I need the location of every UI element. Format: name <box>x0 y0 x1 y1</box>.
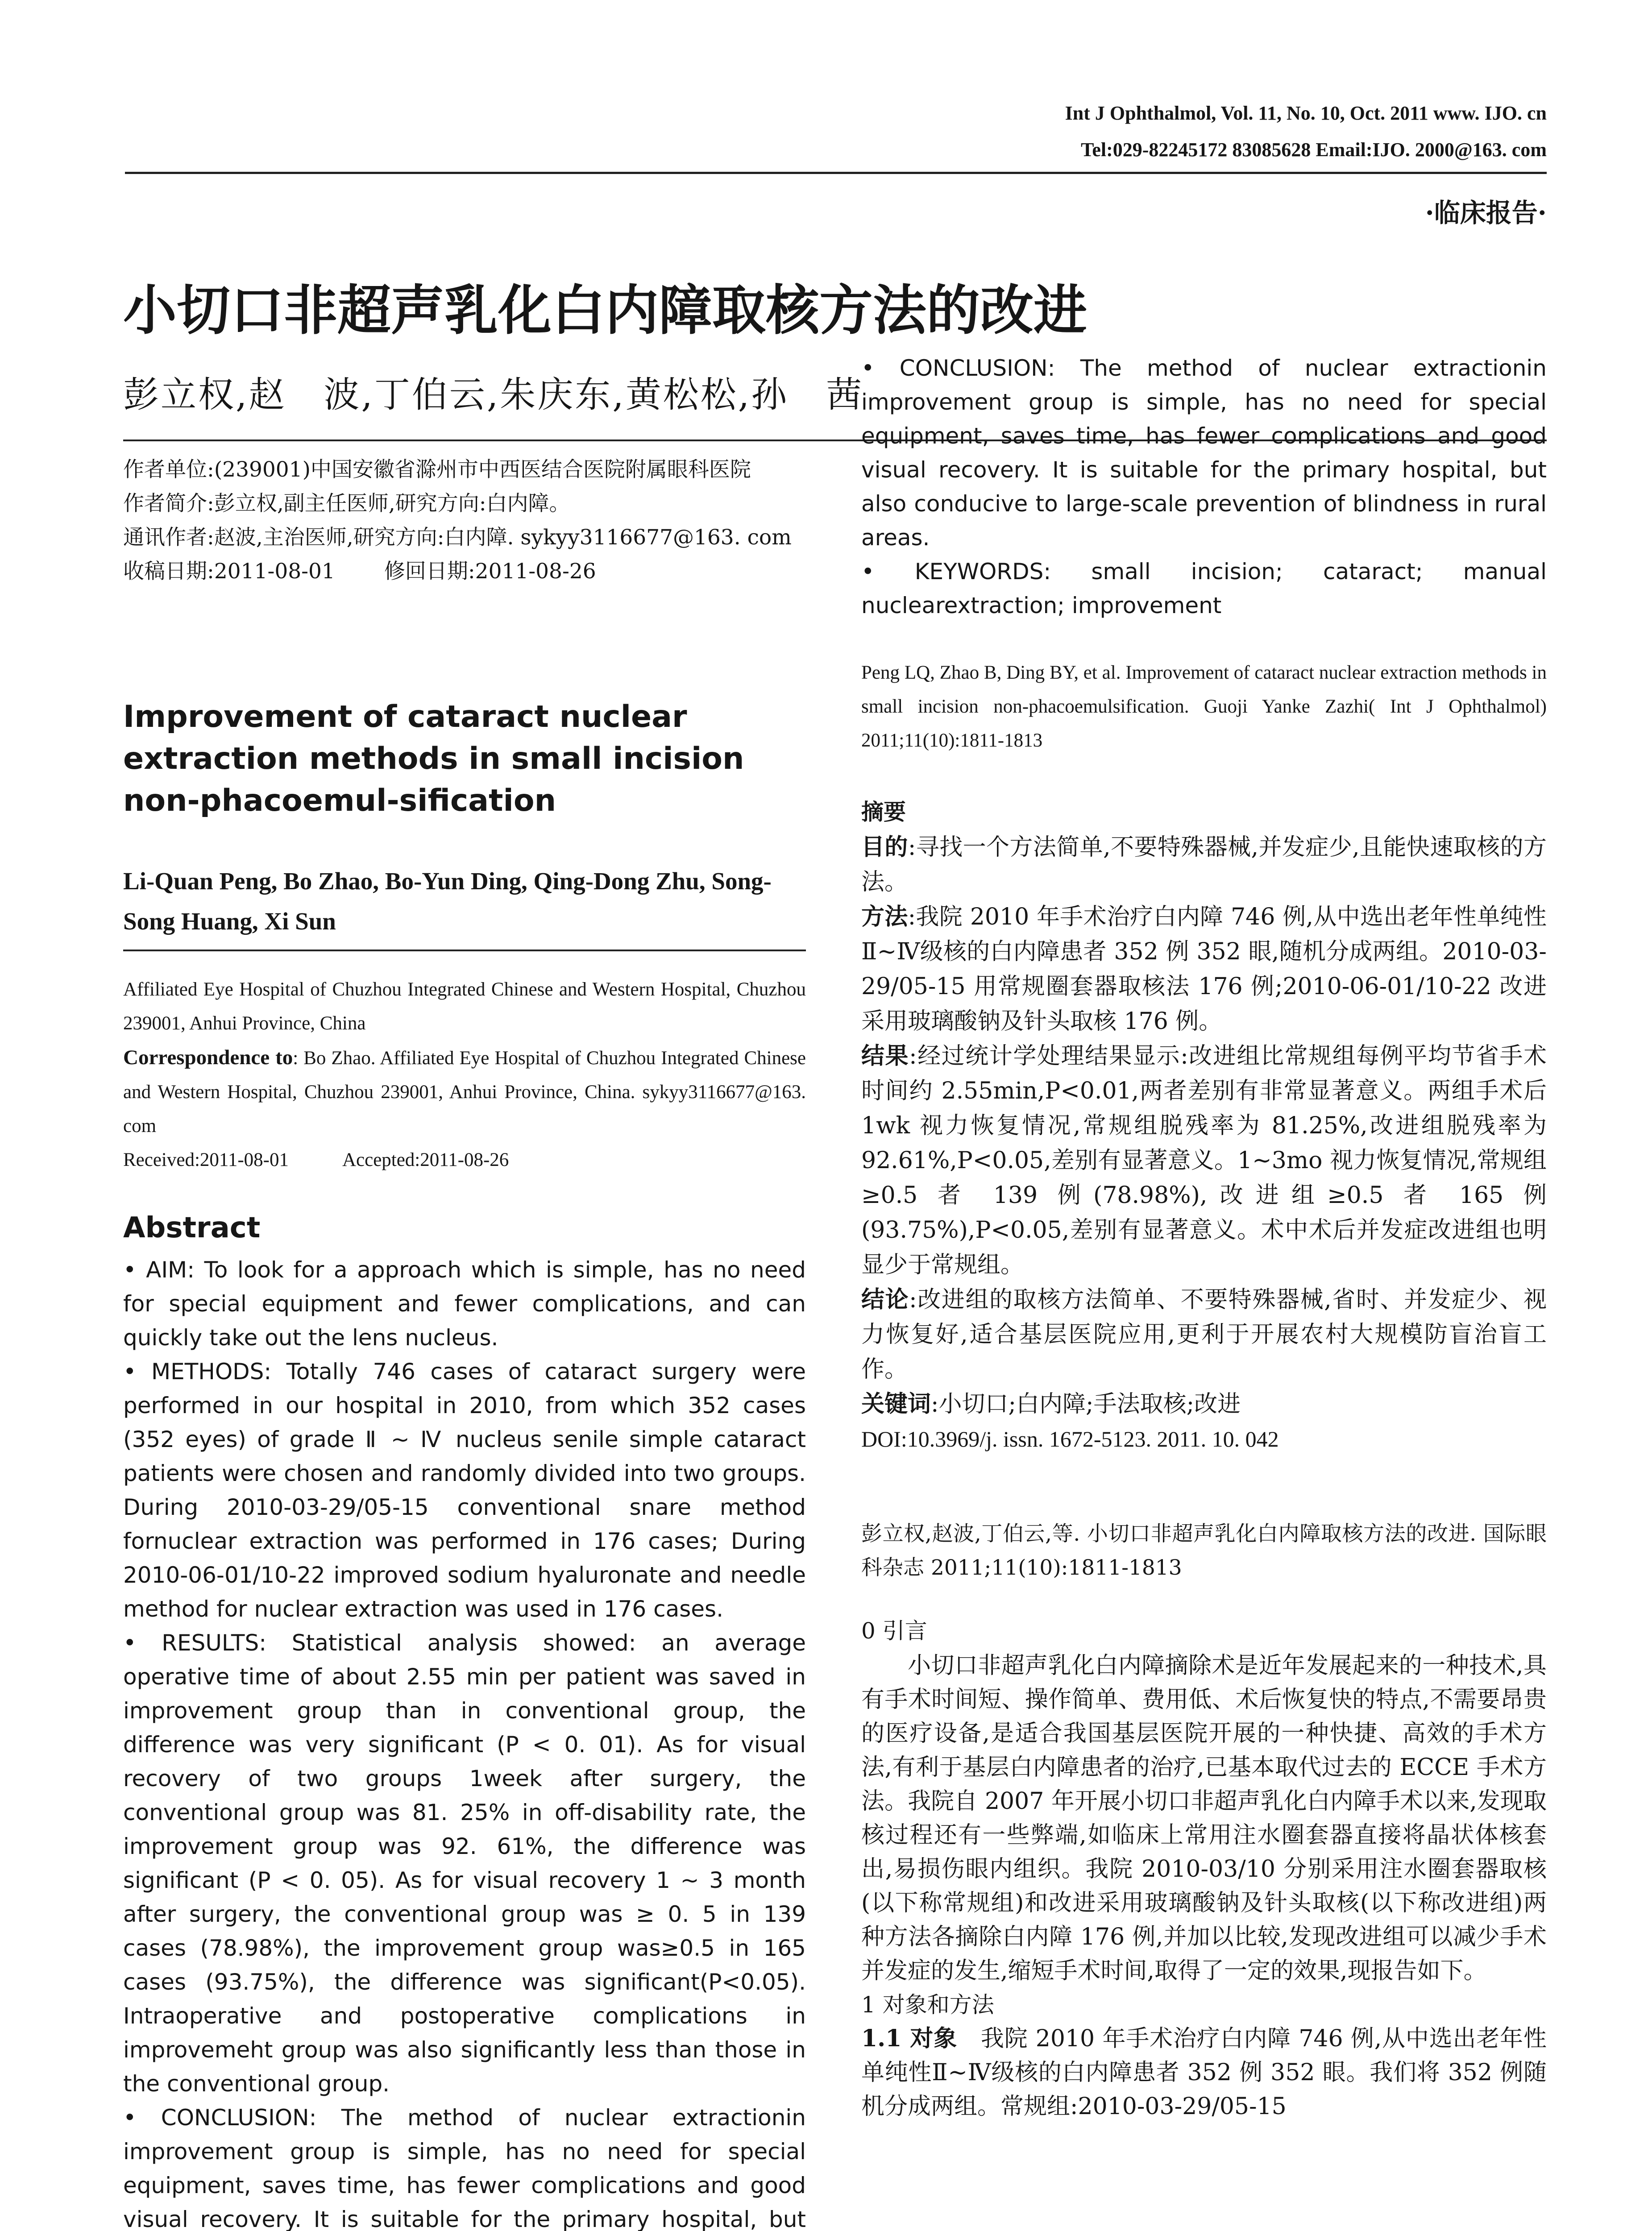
abstract-cn-methods <box>861 900 1547 1039</box>
methods-text-cn: :我院 2010 年手术治疗白内障 746 例,从中选出老年性单纯性Ⅱ~Ⅳ级核的白内障患者 352 例 352 眼,随机分成两组。2010-03-29/05-15 用常规圈套器取核法 176 例;2010-06-01/10-22 改进采用玻璃酸钠及针头取核 176 例。 <box>861 904 1547 1035</box>
introduction-section <box>861 1613 1547 2123</box>
aim-text-cn: :寻找一个方法简单,不要特殊器械,并发症少,且能快速取核的方法。 <box>861 834 1547 896</box>
abstract-cn-heading: 摘要 <box>861 799 906 825</box>
authors-chinese: 彭立权,赵 波,丁伯云,朱庆东,黄松松,孙 茜 <box>123 374 864 415</box>
subjects-text: 我院 2010 年手术治疗白内障 746 例,从中选出老年性单纯性Ⅱ~Ⅳ级核的白内障患者 352 例 352 眼。我们将 352 例随机分成两组。常规组:2010-03-29/05-15 <box>861 2025 1547 2120</box>
affiliation-block-en <box>123 973 806 1177</box>
dates-en <box>123 1143 806 1177</box>
citation-en-text: Peng LQ, Zhao B, Ding BY, et al. Improvement of cataract nuclear extraction methods in small incision non-phacoemulsification. Guoji Yanke Zazhi( Int J Ophthalmol) 2011;11(10):1811-1813 <box>861 662 1547 751</box>
abstract-methods: • METHODS: Totally 746 cases of cataract surgery were performed in our hospital in 2010, from which 352 cases (352 eyes) of grade Ⅱ ~ Ⅳ nucleus senile simple cataract patients were chosen and randomly divided into two groups. During 2010-03-29/05-15 conventional snare method fornuclear extraction was performed in 176 cases; During 2010-06-01/10-22 improved sodium hyaluronate and needle method for nuclear extraction was used in 176 cases. <box>123 1359 806 1622</box>
journal-contact-line: Tel:029-82245172 83085628 Email:IJO. 2000@163. com <box>1081 139 1547 161</box>
affiliation-cn: 作者单位:(239001)中国安徽省滁州市中西医结合医院附属眼科医院 <box>123 457 751 482</box>
abstract-cn <box>861 794 1547 1456</box>
keywords-text-cn: :小切口;白内障;手法取核;改进 <box>931 1391 1241 1418</box>
abstract-heading: Abstract <box>123 1211 261 1244</box>
section-tag: ·临床报告· <box>1425 198 1547 228</box>
subjects-label: 1.1 对象 <box>861 2025 958 2052</box>
abstract-conclusion-part1: • CONCLUSION: The method of nuclear extractionin improvement group is simple, has no need for special equipment, saves time, has fewer complications and good visual recovery. It is suitable for the primary hospital, but <box>123 2105 806 2231</box>
title-english: Improvement of cataract nuclear extraction methods in small incision non-phacoemul-sification <box>123 699 744 818</box>
correspondence-text: : Bo Zhao. Affiliated Eye Hospital of Chuzhou Integrated Chinese and Western Hospital, Chuzhou 239001, Anhui Province, China. sykyy3116677@163. com <box>123 1048 806 1136</box>
accepted-date-en: Accepted:2011-08-26 <box>342 1149 509 1170</box>
authors-divider <box>123 950 806 951</box>
journal-header-line: Int J Ophthalmol, Vol. 11, No. 10, Oct. 2011 www. IJO. cn <box>1065 102 1547 124</box>
correspondence-label: Correspondence to <box>123 1046 293 1069</box>
abstract-keywords: • KEYWORDS: small incision; cataract; manual nuclearextraction; improvement <box>861 559 1547 618</box>
received-date-cn: 收稿日期:2011-08-01 <box>123 559 335 584</box>
doi: DOI:10.3969/j. issn. 1672-5123. 2011. 10. 042 <box>861 1427 1279 1451</box>
abstract-conclusion-overflow: • CONCLUSION: The method of nuclear extractionin improvement group is simple, has no need for special equipment, saves time, has fewer complications and good visual recovery. It is suitable for the primary hospital, but also conducive to large-scale prevention of blindness in rural areas. <box>861 355 1547 551</box>
aim-label-cn: 目的 <box>861 834 908 861</box>
keywords-label-cn: 关键词 <box>861 1390 931 1418</box>
methods-label-cn: 方法 <box>861 903 908 930</box>
abstract-results: • RESULTS: Statistical analysis showed: an average operative time of about 2.55 min per patient was saved in improvement group than in conventional group, the difference was very significant (P < 0. 01). As for visual recovery of two groups 1week after surgery, the conventional group was 81. 25% in off-disability rate, the improvement group was 92. 61%, the difference was significant (P < 0. 05). As for visual recovery 1 ~ 3 month after surgery, the conventional group was ≥ 0. 5 in 139 cases (78.98%), the improvement group was≥0.5 in 165 cases (93.75%), the difference was significant(P<0.05). Intraoperative and postoperative complications in improvemeht group was also significantly less than those in the conventional group. <box>123 1630 806 2097</box>
dates-cn <box>123 555 806 589</box>
subjects-paragraph <box>861 2022 1547 2123</box>
correspondence-cn: 通讯作者:赵波,主治医师,研究方向:白内障. sykyy3116677@163. com <box>123 525 792 550</box>
citation-en <box>861 656 1547 758</box>
affiliation-en: Affiliated Eye Hospital of Chuzhou Integrated Chinese and Western Hospital, Chuzhou 239001, Anhui Province, China <box>123 979 806 1034</box>
received-date-en: Received:2011-08-01 <box>123 1149 289 1170</box>
abstract-cn-keywords <box>861 1387 1547 1422</box>
author-bio-cn: 作者简介:彭立权,副主任医师,研究方向:白内障。 <box>123 491 570 516</box>
front-matter-cn <box>123 453 806 589</box>
conclusion-text-cn: :改进组的取核方法简单、不要特殊器械,省时、并发症少、视力恢复好,适合基层医院应用,更利于开展农村大规模防盲治盲工作。 <box>861 1286 1547 1383</box>
correspondence-en <box>123 1041 806 1143</box>
abstract-cn-aim <box>861 830 1547 900</box>
abstract-cn-conclusion <box>861 1282 1547 1387</box>
abstract-body-en <box>123 1253 806 2231</box>
intro-paragraph: 小切口非超声乳化白内障摘除术是近年发展起来的一种技术,具有手术时间短、操作简单、费用低、术后恢复快的特点,不需要昂贵的医疗设备,是适合我国基层医院开展的一种快捷、高效的手术方法,有利于基层白内障患者的治疗,已基本取代过去的 ECCE 手术方法。我院自 2007 年开展小切口非超声乳化白内障手术以来,发现取核过程还有一些弊端,如临床上常用注水圈套器直接将晶状体核套出,易损伤眼内组织。我院 2010-03/10 分别采用注水圈套器取核(以下称常规组)和改进采用玻璃酸钠及针头取核(以下称改进组)两种方法各摘除白内障 176 例,并加以比较,发现改进组可以减少手术并发症的发生,缩短手术时间,取得了一定的效果,现报告如下。 <box>861 1652 1547 1984</box>
abstract-aim: • AIM: To look for a approach which is simple, has no need for special equipment and fewer complications, and can quickly take out the lens nucleus. <box>123 1257 806 1351</box>
revised-date-cn: 修回日期:2011-08-26 <box>384 559 596 584</box>
authors-english: Li-Quan Peng, Bo Zhao, Bo-Yun Ding, Qing-Dong Zhu, Song-Song Huang, Xi Sun <box>123 867 772 935</box>
citation-cn-text: 彭立权,赵波,丁伯云,等. 小切口非超声乳化白内障取核方法的改进. 国际眼科杂志 2011;11(10):1811-1813 <box>861 1522 1547 1580</box>
abstract-conclusion-continued <box>861 355 1547 555</box>
abstract-continued-en <box>861 355 1547 622</box>
results-text-cn: :经过统计学处理结果显示:改进组比常规组每例平均节省手术时间约 2.55min,P<0.01,两者差别有非常显著意义。两组手术后 1wk 视力恢复情况,常规组脱残率为 81.25%,改进组脱残率为 92.61%,P<0.05,差别有显著意义。1~3mo 视力恢复情况,常规组≥0.5 者 139 例(78.98%),改进组≥0.5 者 165 例(93.75%),P<0.05,差别有显著意义。术中术后并发症改进组也明显少于常规组。 <box>861 1043 1547 1278</box>
page-title: 小切口非超声乳化白内障取核方法的改进 <box>123 280 1087 342</box>
conclusion-label-cn: 结论 <box>861 1286 909 1313</box>
abstract-cn-results <box>861 1039 1547 1282</box>
header-divider <box>125 172 1547 174</box>
intro-heading: 0 引言 <box>861 1618 927 1644</box>
results-label-cn: 结果 <box>861 1042 909 1070</box>
citation-cn <box>861 1517 1547 1585</box>
methods-heading: 1 对象和方法 <box>861 1992 994 2018</box>
